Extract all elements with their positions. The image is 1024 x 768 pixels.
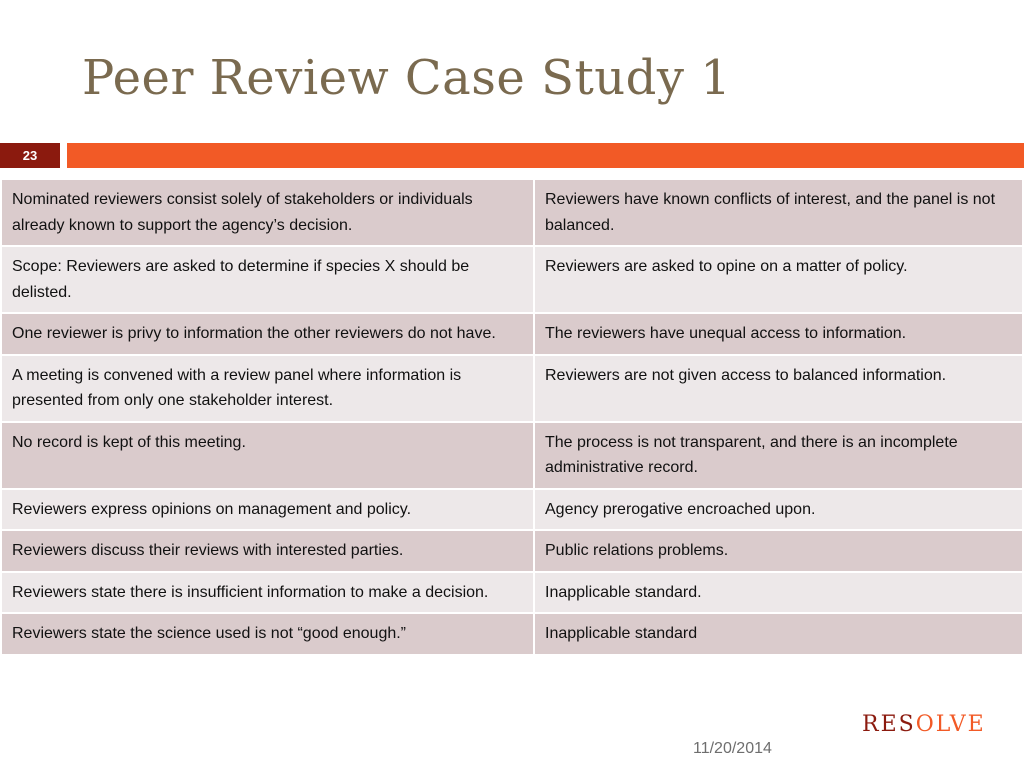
scenario-cell: No record is kept of this meeting.: [1, 422, 534, 489]
accent-bar: [67, 143, 1024, 168]
scenario-cell: A meeting is convened with a review panel where information is presented from only one stakeholder interest.: [1, 355, 534, 422]
case-study-table: [0, 178, 1024, 656]
table-row: [1, 313, 1023, 355]
table-row: [1, 422, 1023, 489]
table-row: [1, 572, 1023, 614]
table-row: [1, 530, 1023, 572]
issue-cell: Inapplicable standard.: [534, 572, 1023, 614]
scenario-cell: Reviewers express opinions on management and policy.: [1, 489, 534, 531]
scenario-cell: One reviewer is privy to information the other reviewers do not have.: [1, 313, 534, 355]
table-row: [1, 246, 1023, 313]
table-row: [1, 489, 1023, 531]
issue-cell: The reviewers have unequal access to information.: [534, 313, 1023, 355]
logo-rest-text: OLVE: [915, 712, 986, 737]
scenario-cell: Reviewers state there is insufficient information to make a decision.: [1, 572, 534, 614]
issue-cell: Reviewers are asked to opine on a matter of policy.: [534, 246, 1023, 313]
table-row: [1, 355, 1023, 422]
logo-lead-text: RES: [862, 712, 916, 737]
issue-cell: Inapplicable standard: [534, 613, 1023, 655]
issue-cell: The process is not transparent, and there is an incomplete administrative record.: [534, 422, 1023, 489]
scenario-cell: Reviewers discuss their reviews with interested parties.: [1, 530, 534, 572]
scenario-cell: Scope: Reviewers are asked to determine if species X should be delisted.: [1, 246, 534, 313]
resolve-logo: [862, 712, 986, 737]
scenario-cell: Nominated reviewers consist solely of stakeholders or individuals already known to support the agency’s decision.: [1, 179, 534, 246]
issue-cell: Reviewers are not given access to balanced information.: [534, 355, 1023, 422]
issue-cell: Agency prerogative encroached upon.: [534, 489, 1023, 531]
slide-number-badge: 23: [0, 143, 60, 168]
issue-cell: Reviewers have known conflicts of interest, and the panel is not balanced.: [534, 179, 1023, 246]
table-row: [1, 179, 1023, 246]
scenario-cell: Reviewers state the science used is not “good enough.”: [1, 613, 534, 655]
issue-cell: Public relations problems.: [534, 530, 1023, 572]
slide-date: 11/20/2014: [693, 740, 772, 757]
table-row: [1, 613, 1023, 655]
slide-title: Peer Review Case Study 1: [82, 50, 732, 106]
